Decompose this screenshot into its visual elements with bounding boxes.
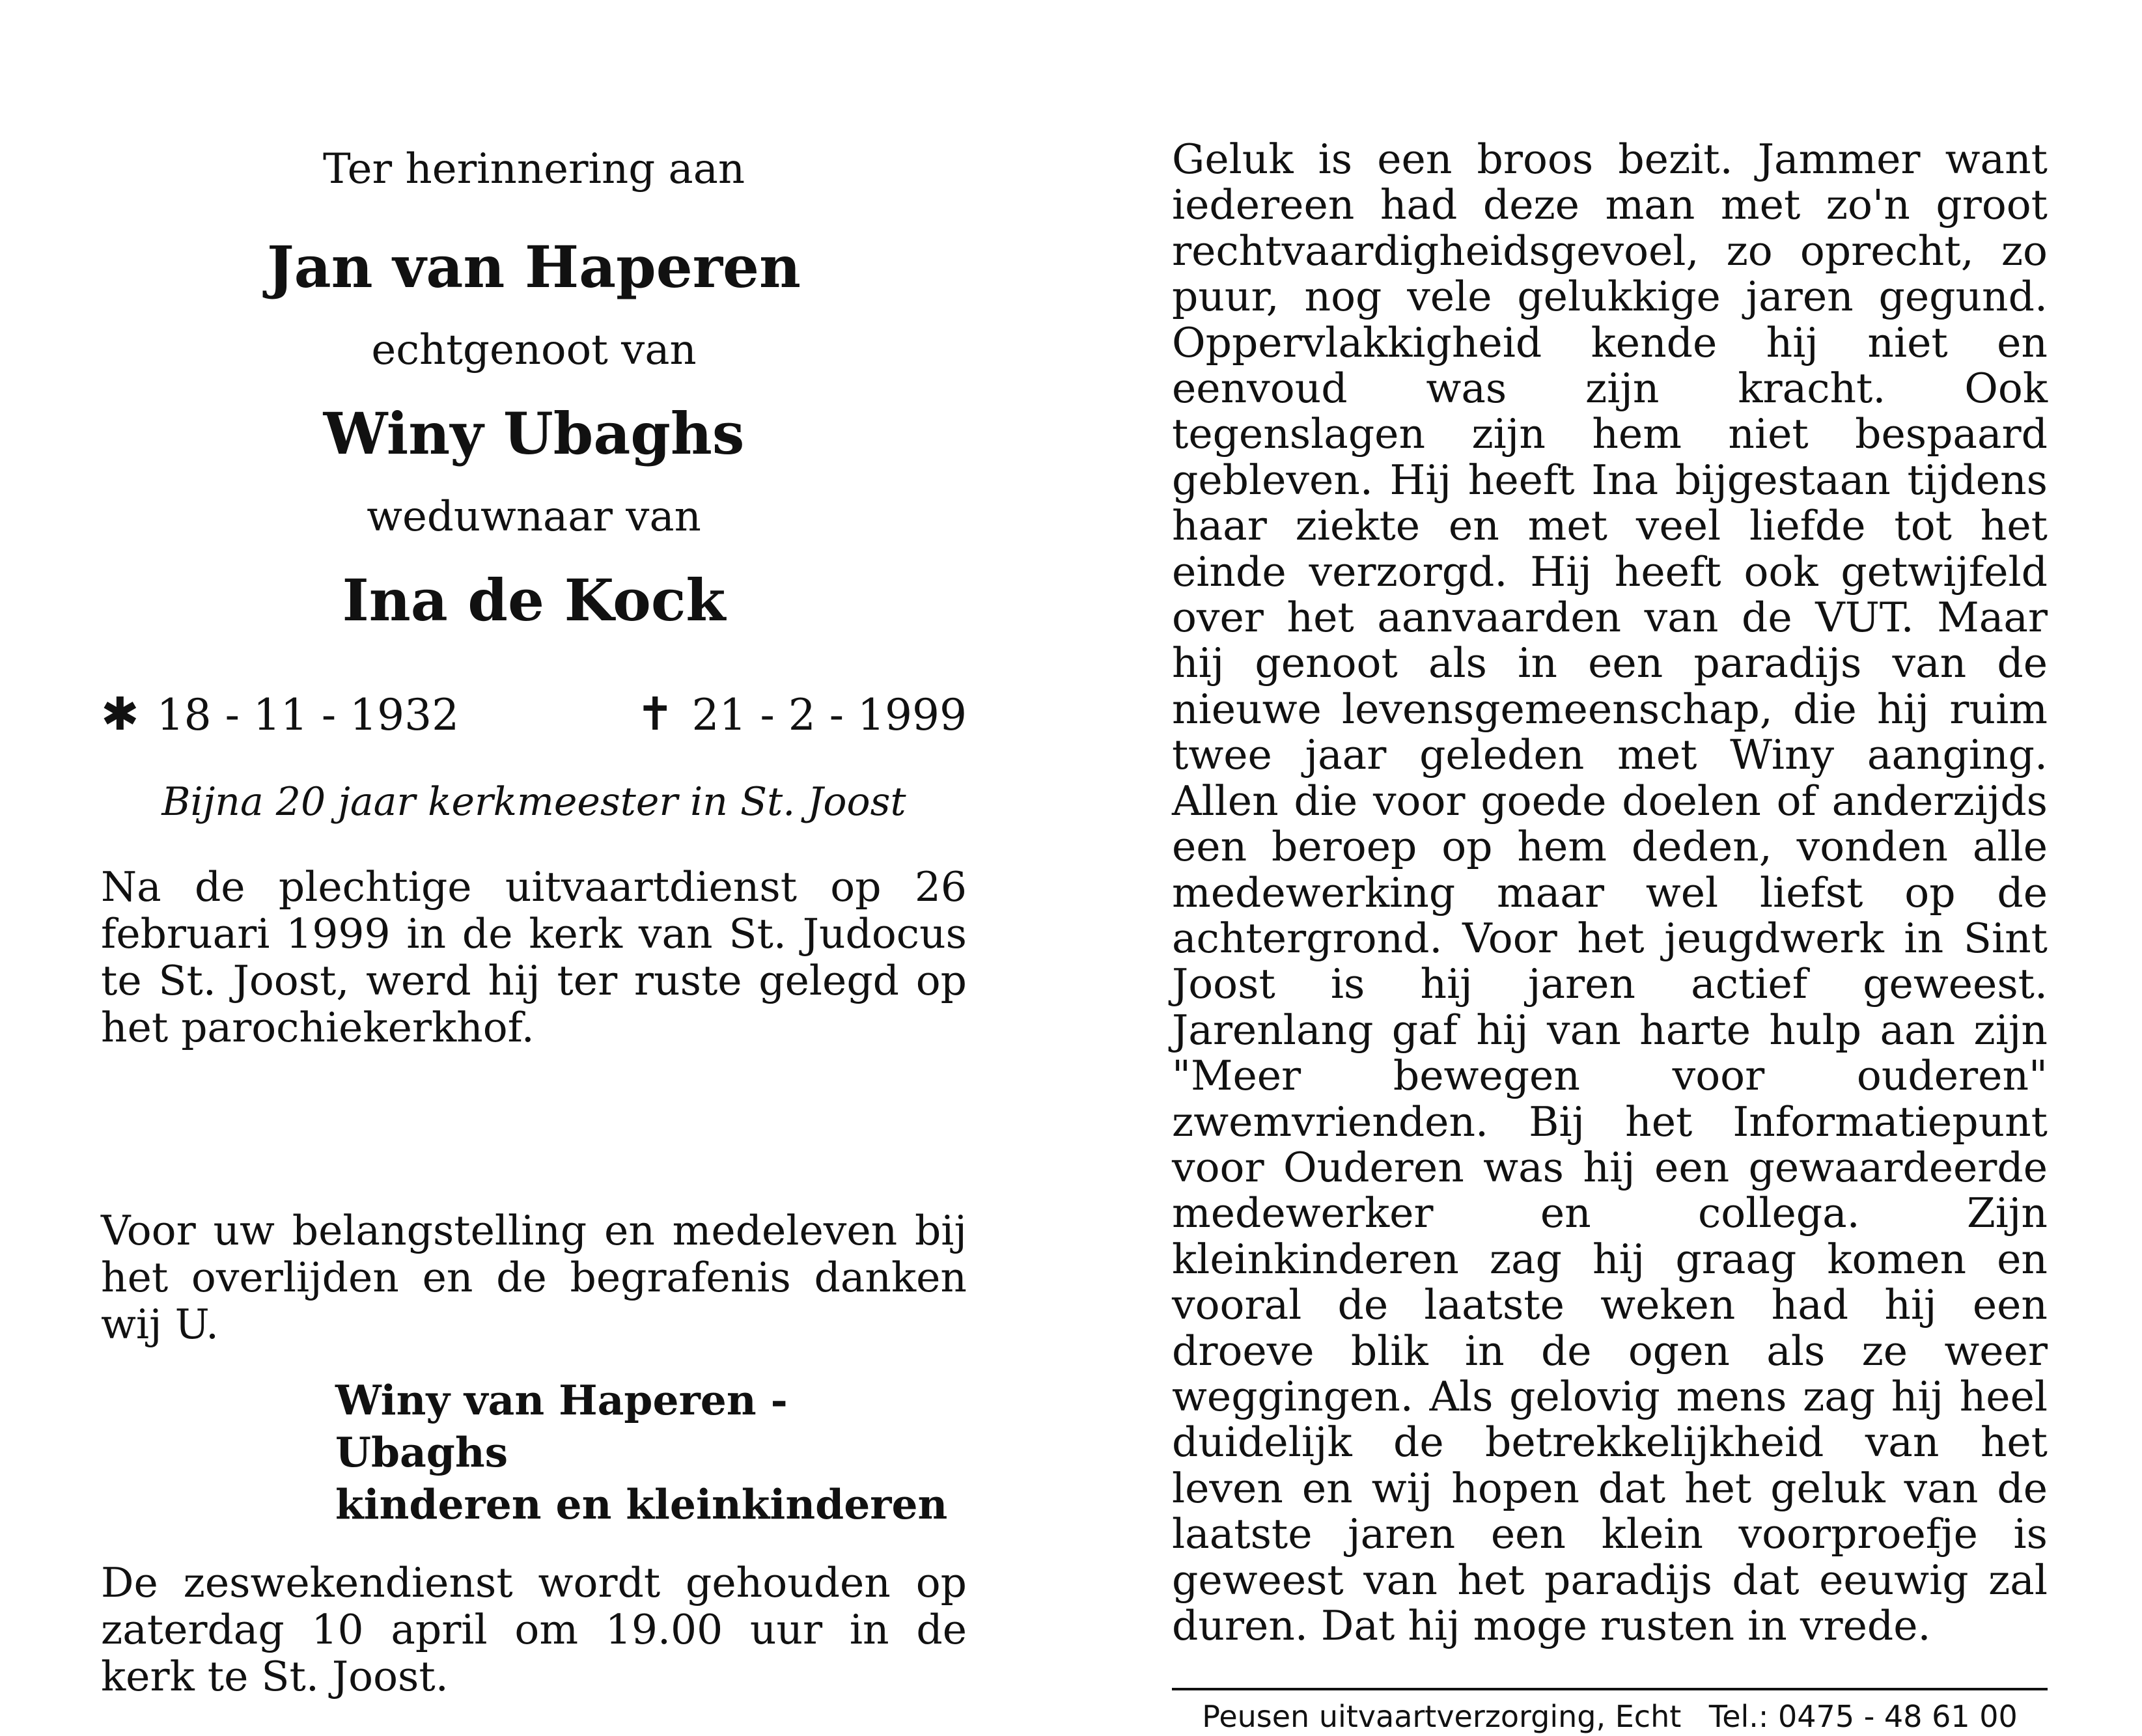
intro-text: Ter herinnering aan [322,145,745,193]
right-panel [1172,137,2048,1736]
deceased-name: Jan van Haperen [266,233,801,301]
funeral-phone: Tel.: 0475 - 48 61 00 [1708,1699,2018,1735]
relation-spouse-label: echtgenoot van [371,326,697,374]
footer-divider [1172,1688,2048,1690]
signature-line-2: kinderen en kleinkinderen [335,1480,948,1528]
birth-date: 18 - 11 - 1932 [156,690,460,740]
birth-date-group [101,682,459,748]
signature-block [101,1374,967,1530]
funeral-company: Peusen uitvaartverzorging, Echt [1202,1699,1682,1735]
memorial-service-text: De zeswekendienst wordt gehouden op zaterdag 10 april om 19.00 uur in de kerk te St. Joost. [101,1559,967,1700]
death-date-group [636,682,967,748]
relation-widower-label: weduwnaar van [367,493,701,541]
life-dates [101,682,967,747]
signature-line-1: Winy van Haperen - Ubaghs [335,1376,788,1476]
funeral-director-footer [1172,1697,2048,1736]
left-panel [101,137,967,1700]
late-wife-name: Ina de Kock [342,566,726,634]
death-date: 21 - 2 - 1999 [691,690,967,740]
spouse-name: Winy Ubaghs [323,400,745,467]
funeral-service-text: Na de plechtige uitvaartdienst op 26 februari 1999 in de kerk van St. Judocus te St. Joost, werd hij ter ruste gelegd op het parochiekerkhof. [101,863,967,1051]
tribute-text: Geluk is een broos bezit. Jammer want iedereen had deze man met zo'n groot rechtvaardigheidsgevoel, zo oprecht, zo puur, nog vele gelukkige jaren gegund. Oppervlakkigheid kende hij niet en eenvoud was zijn kracht. Ook tegenslagen zijn hem niet bespaard gebleven. Hij heeft Ina bijgestaan tijdens haar ziekte en met veel liefde tot het einde verzorgd. Hij heeft ook getwijfeld over het aanvaarden van de VUT. Maar hij genoot als in een paradijs van de nieuwe levensgemeenschap, die hij ruim twee jaar geleden met Winy aanging. Allen die voor goede doelen of anderzijds een beroep op hem deden, vonden alle medewerking maar wel liefst op de achtergrond. Voor het jeugdwerk in Sint Joost is hij jaren actief geweest. Jarenlang gaf hij van harte hulp aan zijn "Meer bewegen voor ouderen" zwemvrienden. Bij het Informatiepunt voor Ouderen was hij een gewaardeerde medewerker en collega. Zijn kleinkinderen zag hij graag komen en vooral de laatste weken had hij een droeve blik in de ogen als ze weer weggingen. Als gelovig mens zag hij heel duidelijk de betrekkelijkheid van het leven en wij hopen dat het geluk van de laatste jaren een klein voorproefje is geweest van het paradijs dat eeuwig zal duren. Dat hij moge rusten in vrede. [1172,135,2048,1649]
thanks-text: Voor uw belangstelling en medeleven bij het overlijden en de begrafenis danken wij U. [101,1207,967,1348]
asterisk-icon: ✱ [101,687,139,741]
churchwarden-subtitle: Bijna 20 jaar kerkmeester in St. Joost [161,779,906,825]
cross-icon: ✝ [635,687,675,741]
